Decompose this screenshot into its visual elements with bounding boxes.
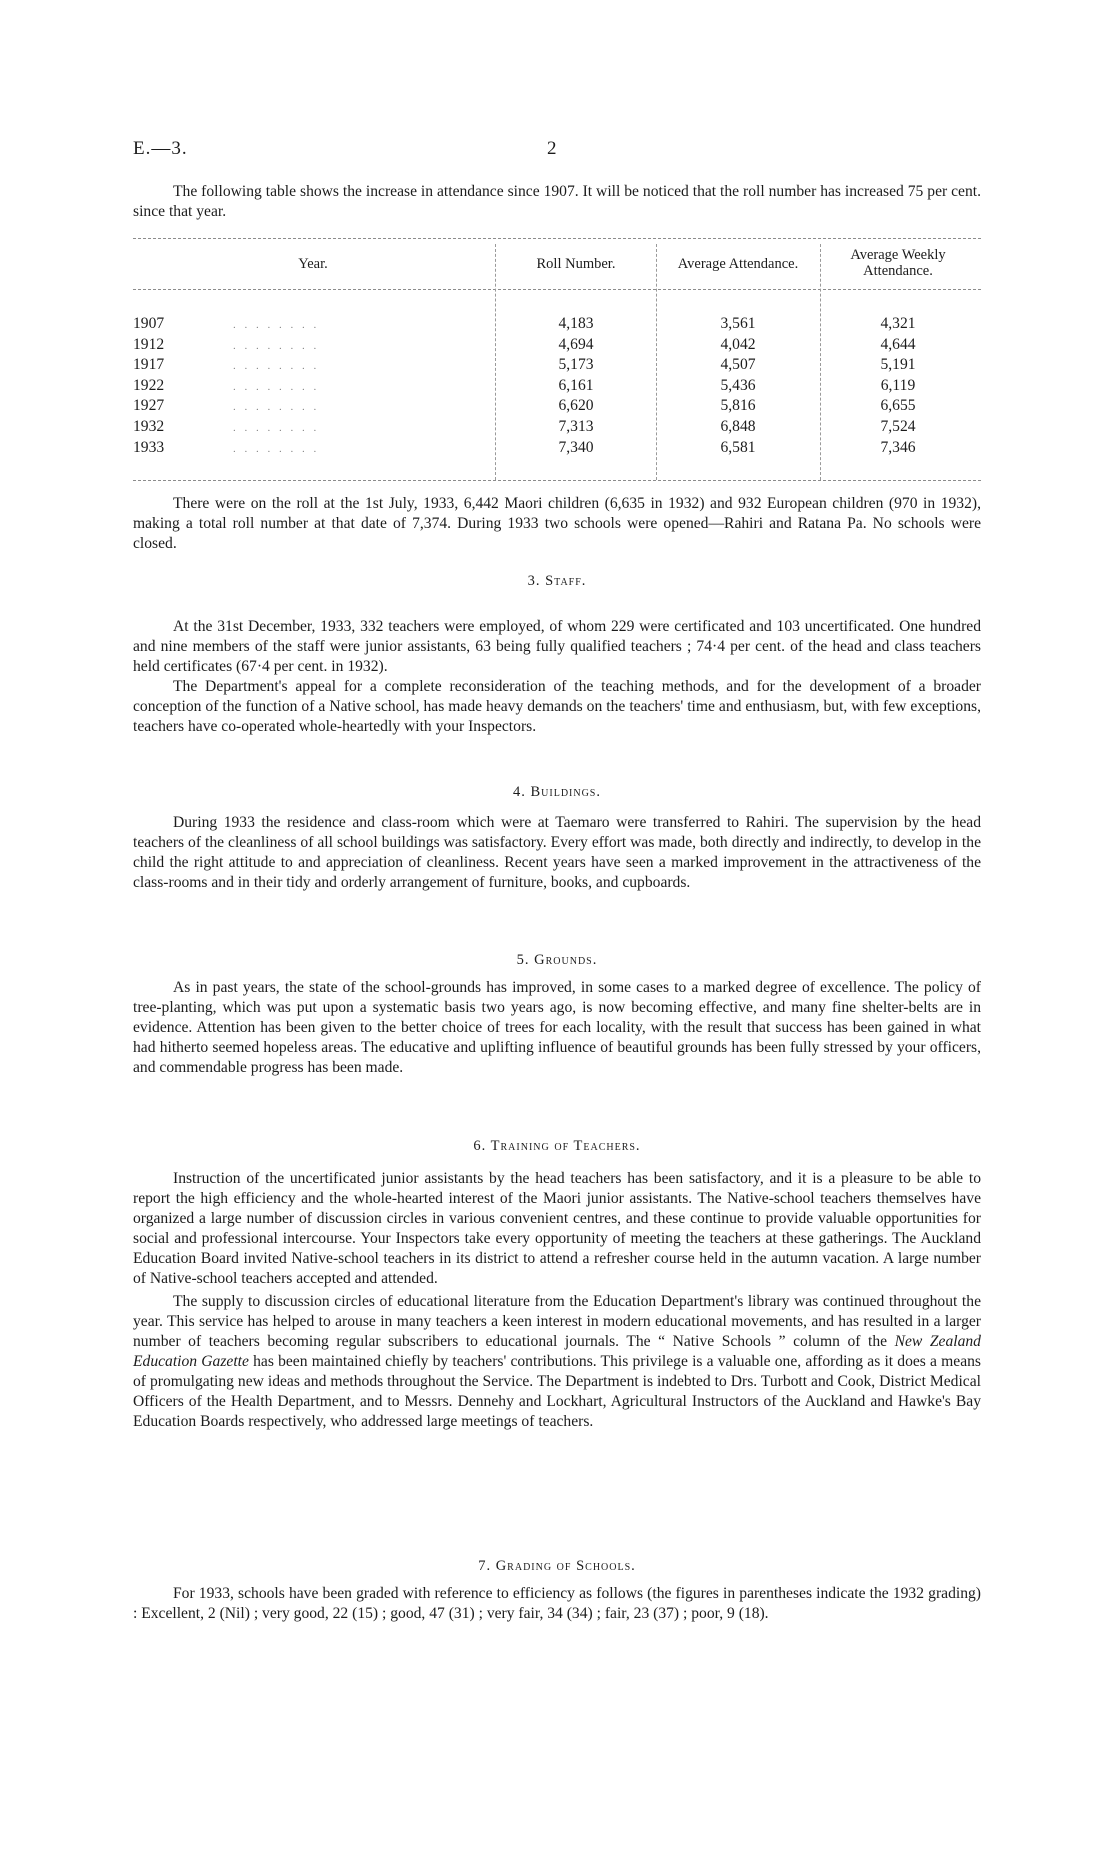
average-cell: 3,561 (720, 315, 756, 332)
table-row (133, 335, 493, 356)
training-section (133, 1169, 981, 1432)
leader-dots: . . . . . . . . (233, 360, 320, 373)
year-cell: 1932 (133, 417, 165, 435)
roll-cell: 7,313 (558, 417, 594, 435)
grading-paragraph: For 1933, schools have been graded with reference to efficiency as follows (the figures in parentheses indicate the 1932 grading) : Excellent, 2 (Nil) ; very good, 22 (15) ; good, 47 (31) ; very fair, 34 (34) ; fair, 23 (37) ; poor, 9 (18). (133, 1585, 981, 1622)
year-column (133, 314, 493, 458)
staff-section (133, 617, 981, 737)
roll-cell: 6,161 (558, 376, 594, 394)
header-roll-number: Roll Number. (536, 256, 616, 272)
section-heading-buildings: 4. Buildings. (512, 784, 601, 800)
roll-text: There were on the roll at the 1st July, 1933, 6,442 Maori children (6,635 in 1932) and 932 European children (970 in 1932), making a total roll number at that date of 7,374. During 1933 two schools were opened—Rahiri and Ratana Pa. No schools were closed. (133, 495, 981, 552)
weekly-cell: 5,191 (880, 356, 916, 374)
year-cell: 1917 (133, 356, 165, 374)
grading-section (133, 1584, 981, 1624)
training-text: The supply to discussion circles of educational literature from the Education Department's library was continued throughout the year. This service has helped to arouse in many teachers a keen interest in modern educational movements, and has resulted in a larger number of teachers becoming regular subscribers to educational journals. The “ Native Schools ” column of the (133, 1293, 981, 1350)
table-top-rule (133, 238, 981, 239)
roll-cell: 4,694 (558, 335, 594, 353)
year-cell: 1933 (133, 438, 165, 456)
weekly-cell: 6,119 (880, 376, 916, 394)
roll-cell: 7,340 (558, 438, 594, 456)
table-header-rule (133, 289, 981, 290)
year-cell: 1927 (133, 397, 165, 415)
weekly-cell: 4,321 (880, 315, 916, 332)
report-reference: E.—3. (133, 138, 188, 159)
table-row (133, 355, 493, 376)
gazette-title: New Zealand Education Gazette (133, 1333, 981, 1370)
section-heading-grounds: 5. Grounds. (516, 952, 598, 968)
average-attendance-column (659, 314, 817, 458)
training-paragraph (133, 1292, 981, 1432)
year-cell: 1912 (133, 335, 165, 353)
table-row (133, 396, 493, 417)
average-cell: 5,816 (720, 397, 756, 415)
table-bottom-rule (133, 480, 981, 481)
roll-paragraph (133, 494, 981, 554)
page-header (133, 138, 993, 164)
section-heading-staff: 3. Staff. (527, 573, 587, 589)
grounds-section (133, 978, 981, 1078)
column-divider (820, 244, 821, 480)
section-heading-grading: 7. Grading of Schools. (478, 1558, 636, 1574)
training-text: has been maintained chiefly by teachers' contributions. This privilege is a valuable one, affording as it does a means of promulgating new ideas and methods throughout the Service. The Department is indebted to Drs. Turbott and Cook, District Medical Officers of the Health Department, and to Messrs. Dennehy and Lockhart, Agricultural Instructors of the Auckland and Hawke's Bay Education Boards respectively, who addressed large meetings of teachers. (133, 1353, 981, 1430)
roll-number-column (499, 314, 653, 458)
year-cell: 1922 (133, 376, 165, 394)
weekly-cell: 7,524 (880, 417, 916, 435)
column-divider (495, 244, 496, 480)
column-divider (656, 244, 657, 480)
table-row (133, 376, 493, 397)
weekly-cell: 6,655 (880, 397, 916, 415)
weekly-cell: 7,346 (880, 438, 916, 456)
table-row (133, 417, 493, 438)
section-heading-training: 6. Training of Teachers. (473, 1138, 641, 1154)
header-year: Year. (298, 256, 328, 272)
table-row (133, 438, 493, 459)
leader-dots: . . . . . . . . (233, 442, 320, 455)
table-row (133, 314, 493, 335)
header-average-weekly: Average Weekly Attendance. (850, 247, 946, 279)
leader-dots: . . . . . . . . (233, 421, 320, 434)
attendance-table (133, 238, 981, 481)
buildings-section (133, 813, 981, 893)
header-average-attendance: Average Attendance. (677, 256, 799, 272)
leader-dots: . . . . . . . . (233, 401, 320, 414)
leader-dots: . . . . . . . . (233, 380, 320, 393)
average-cell: 6,848 (720, 417, 756, 435)
roll-cell: 4,183 (558, 315, 594, 332)
leader-dots: . . . . . . . . (233, 319, 320, 331)
grounds-paragraph: As in past years, the state of the school-grounds has improved, in some cases to a marked degree of excellence. The policy of tree-planting, which was put upon a systematic basis two years ago, is now becoming effective, and many fine shelter-belts are in evidence. Attention has been given to the better choice of trees for each locality, with the result that success has been gained in what had hitherto seemed hopeless areas. The educative and uplifting influence of beautiful grounds has been fully stressed by your officers, and commendable progress has been made. (133, 979, 981, 1076)
year-cell: 1907 (133, 315, 165, 332)
leader-dots: . . . . . . . . (233, 339, 320, 352)
intro-paragraph (133, 182, 981, 222)
training-paragraph: Instruction of the uncertificated junior assistants by the head teachers has been satisfactory, and it is a pleasure to be able to report the high efficiency and the whole-hearted interest of the Maori junior assistants. The Native-school teachers themselves have organized a large number of discussion circles in various convenient centres, and these continue to provide valuable opportunities for social and professional intercourse. Your Inspectors take every opportunity of meeting the teachers at these gatherings. The Auckland Education Board invited Native-school teachers in its district to attend a refresher course held in the autumn vacation. A large number of Native-school teachers accepted and attended. (133, 1170, 981, 1287)
average-cell: 4,042 (720, 335, 756, 353)
average-cell: 5,436 (720, 376, 756, 394)
roll-cell: 5,173 (558, 356, 594, 374)
roll-cell: 6,620 (558, 397, 594, 415)
average-cell: 4,507 (720, 356, 756, 374)
average-cell: 6,581 (720, 438, 756, 456)
weekly-cell: 4,644 (880, 335, 916, 353)
page-number: 2 (547, 138, 557, 159)
average-weekly-column (823, 314, 973, 458)
staff-paragraph: At the 31st December, 1933, 332 teachers were employed, of whom 229 were certificated and 103 uncertificated. One hundred and nine members of the staff were junior assistants, 63 being fully qualified teachers ; 74·4 per cent. of the head and class teachers held certificates (67·4 per cent. in 1932). (133, 618, 981, 675)
staff-paragraph: The Department's appeal for a complete reconsideration of the teaching methods, and for the development of a broader conception of the function of a Native school, has made heavy demands on the teachers' time and enthusiasm, but, with few exceptions, teachers have co-operated whole-heartedly with your Inspectors. (133, 678, 981, 735)
intro-text: The following table shows the increase in attendance since 1907. It will be noticed that the roll number has increased 75 per cent. since that year. (133, 183, 981, 220)
buildings-paragraph: During 1933 the residence and class-room which were at Taemaro were transferred to Rahiri. The supervision by the head teachers of the cleanliness of all school buildings was satisfactory. Every effort was made, both directly and indirectly, to develop in the child the right attitude to and appreciation of cleanliness. Recent years have seen a marked improvement in the attractiveness of the class-rooms and in their tidy and orderly arrangement of furniture, books, and cupboards. (133, 814, 981, 891)
